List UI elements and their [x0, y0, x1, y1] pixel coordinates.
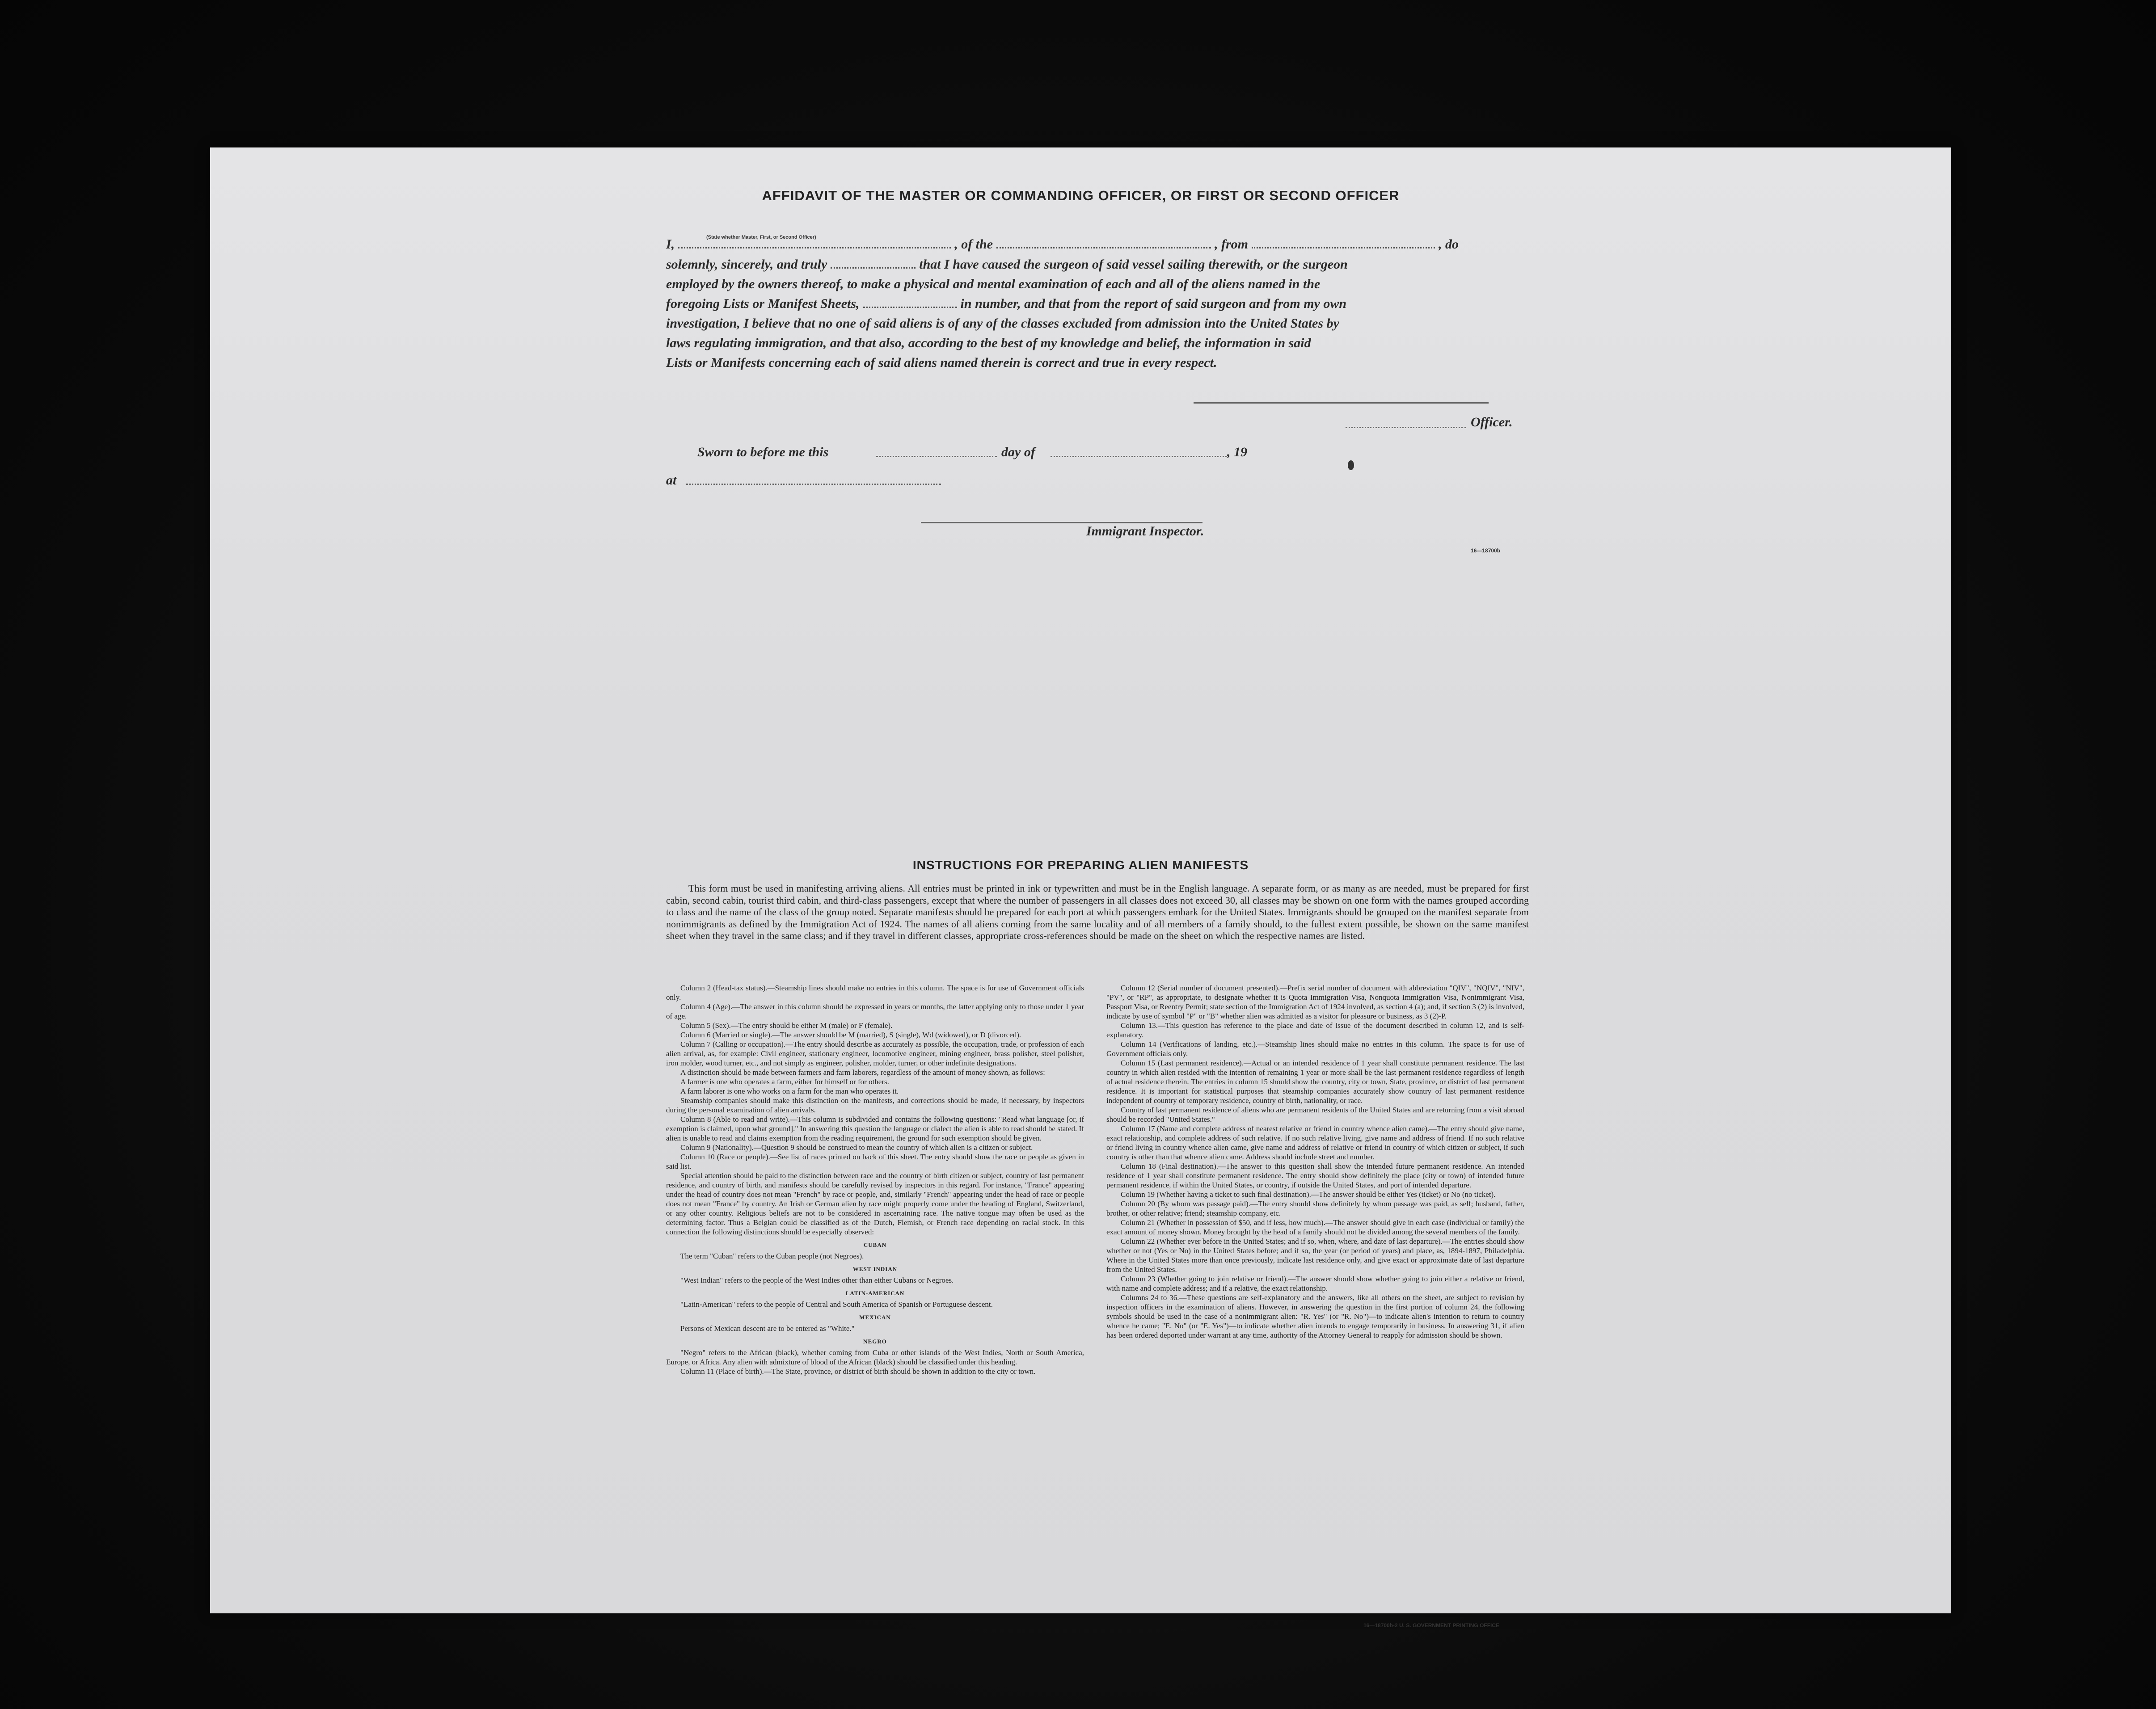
instruction-paragraph: A farm laborer is one who works on a farm for the man who operates it.	[680, 1087, 899, 1095]
instruction-paragraph: Column 5 (Sex).—The entry should be either M (male) or F (female).	[680, 1021, 893, 1030]
instruction-paragraph: Special attention should be paid to the distinction between race and the country of birth citizen or subject, country of last permanent residence, and country of birth, and manifests should be carefully revised by inspectors in this regard. For instance, "France" appearing under the head of country does not mean "French" by race or people, and, similarly "French" appearing under the head of race or people does not mean "France" by country. An Irish or German alien by race might properly come under the heading of England, Switzerland, or any other country. Religious beliefs are not to be considered in ascertaining race. The native tongue may often be used as the determining factor. Thus a Belgian could be classified as of the Dutch, Flemish, or French race depending on racial stock. In this connection the following distinctions should be especially observed:	[666, 1171, 1084, 1236]
printer-imprint: 16—18700b-2 U. S. GOVERNMENT PRINTING OFFICE	[1363, 1622, 1500, 1629]
instruction-paragraph: Column 21 (Whether in possession of $50, and if less, how much).—The answer should give in each case (individual or family) the exact amount of money shown. Money brought by the head of a family should not be divided among the several members of the family.	[1106, 1218, 1524, 1236]
affidavit-line-4: foregoing Lists or Manifest Sheets, in number, and that from the report of said surgeon and from my own	[666, 294, 1529, 314]
instructions-intro: This form must be used in manifesting arriving aliens. All entries must be printed in ink or typewritten and must be in the English language. A separate form, or as many as are needed, must be prepared for first cabin, second cabin, tourist third cabin, and third-class passengers, except that where the number of passengers in all classes does not exceed 30, all classes may be shown on one form with the names grouped according to class and the name of the class of the group noted. Separate manifests should be prepared for each port at which passengers embark for the United States. Immigrants should be grouped on the manifest separate from nonimmigrants as defined by the Immigration Act of 1924. The names of all aliens coming from the same locality and of all members of a family should, to the fullest extent possible, be shown on the same manifest sheet when they travel in the same class; and if they travel in different classes, appropriate cross-references should be made on the sheet on which the respective names are listed.	[666, 883, 1529, 941]
affidavit-line-1: I, , of the , from , do	[666, 235, 1529, 254]
race-heading-west-indian: WEST INDIAN	[852, 1266, 898, 1272]
affidavit-line-3: employed by the owners thereof, to make a physical and mental examination of each and all of the aliens named in the	[666, 277, 1321, 291]
officer-line[interactable]	[1346, 427, 1466, 428]
instruction-paragraph: Country of last permanent residence of aliens who are permanent residents of the United States and are returning from a visit abroad should be recorded "United States."	[1106, 1106, 1524, 1124]
affidavit-line-5: investigation, I believe that no one of said aliens is of any of the classes excluded from admission into the United States by	[666, 316, 1339, 331]
day-of-label: day of	[1001, 445, 1035, 459]
instruction-paragraph: Column 4 (Age).—The answer in this column should be expressed in years or months, the latter applying only to those under 1 year of age.	[666, 1002, 1084, 1020]
instruction-paragraph: Column 6 (Married or single).—The answer should be M (married), S (single), Wd (widowed), or D (divorced).	[680, 1031, 1021, 1039]
at-place-blank[interactable]	[686, 484, 941, 485]
instruction-paragraph: A farmer is one who operates a farm, either for himself or for others.	[680, 1078, 889, 1086]
instructions-right-column	[1106, 983, 1524, 1340]
instruction-paragraph: Column 11 (Place of birth).—The State, province, or district of birth should be shown in addition to the city or town.	[680, 1367, 1036, 1376]
year-label: , 19	[1227, 445, 1247, 459]
rank-note: (State whether Master, First, or Second Officer)	[706, 235, 816, 240]
race-definition-west-indian: "West Indian" refers to the people of the West Indies other than either Cubans or Negroes.	[680, 1276, 954, 1284]
form-code: 16—18700b	[1471, 547, 1501, 554]
instruction-paragraph: Column 14 (Verifications of landing, etc.).—Steamship lines should make no entries in this column. The space is for use of Government officials only.	[1106, 1040, 1524, 1058]
instruction-paragraph: Column 15 (Last permanent residence).—Actual or an intended residence of 1 year shall constitute permanent residence. The last country in which alien resided with the intention of remaining 1 year or more shall be the last permanent residence regardless of length of actual residence therein. The entries in column 15 should show the country, city or town, State, province, or district of last permanent residence. It is important for statistical purposes that steamship companies accurately show country of last permanent residence independent of country of temporary residence, country of birth, nationality, or race.	[1106, 1059, 1524, 1105]
signature-line[interactable]	[1194, 402, 1489, 404]
instructions-title: INSTRUCTIONS FOR PREPARING ALIEN MANIFESTS	[912, 858, 1249, 872]
instruction-paragraph: A distinction should be made between farmers and farm laborers, regardless of the amount of money shown, as follows:	[680, 1068, 1045, 1077]
race-heading-negro: NEGRO	[863, 1338, 887, 1345]
instruction-paragraph: Columns 24 to 36.—These questions are self-explanatory and the answers, like all others on the sheet, are subject to revision by inspection officers in the examination of aliens. However, in answering the question in the first portion of column 24, the following symbols should be used in the case of a nonimmigrant alien: "R. Yes" (or "R. No")—to indicate alien's intention to return to country whence he came; "E. No" (or "E. Yes")—to indicate whether alien intends to engage temporarily in business. In answering 31, if alien has been ordered deported under warrant at any time, authority of the Attorney General to reapply for admission should be shown.	[1106, 1293, 1524, 1339]
race-definition-mexican: Persons of Mexican descent are to be entered as "White."	[680, 1324, 855, 1333]
affidavit-line-6: laws regulating immigration, and that also, according to the best of my knowledge and belief, the information in said	[666, 336, 1311, 350]
inspector-label: Immigrant Inspector.	[1086, 524, 1204, 539]
race-heading-latin-american: LATIN-AMERICAN	[845, 1290, 905, 1296]
instruction-paragraph: Column 22 (Whether ever before in the United States; and if so, when, where, and date of last departure).—The entries should show whether or not (Yes or No) in the United States before; and if so, the year (or period of years) and place, as, 1894-1897, Philadelphia. Where in the United States more than once previously, indicate last residence only, and give exact or approximate date of last departure from the United States.	[1106, 1237, 1524, 1274]
instructions-left-column	[666, 983, 1084, 1376]
instruction-paragraph: Column 19 (Whether having a ticket to such final destination).—The answer should be either Yes (ticket) or No (no ticket).	[1121, 1190, 1496, 1199]
instruction-paragraph: Column 12 (Serial number of document presented).—Prefix serial number of document with abbreviation "QIV", "NQIV", "NIV", "PV", or "RP", as appropriate, to designate whether it is Quota Immigration Visa, Nonquota Immigration Visa, Nonimmigrant Visa, Passport Visa, or Reentry Permit; state section of the Immigration Act of 1924 involved, as section 4 (a); and, if section 3 (2) is involved, indicate by use of symbol "P" or "B" whether alien was admitted as a visitor for pleasure or business, as 3 (2)-P.	[1106, 984, 1524, 1020]
race-heading-cuban: CUBAN	[863, 1242, 887, 1248]
race-definition-negro: "Negro" refers to the African (black), whether coming from Cuba or other islands of the West Indies, North or South America, Europe, or Africa. Any alien with admixture of blood of the African (black) should be classified under this heading.	[666, 1348, 1084, 1366]
affidavit-line-2: solemnly, sincerely, and truly that I have caused the surgeon of said vessel sailing therewith, or the surgeon	[666, 255, 1529, 274]
manifest-sheet	[210, 147, 1951, 1629]
instruction-paragraph: Column 10 (Race or people).—See list of races printed on back of this sheet. The entry should show the race or people as given in said list.	[666, 1153, 1084, 1170]
instruction-paragraph: Column 7 (Calling or occupation).—The entry should describe as accurately as possible, the occupation, trade, or profession of each alien arrival, as, for example: Civil engineer, stationary engineer, locomotive engineer, mining engineer, brass polisher, steel polisher, iron molder, wood turner, etc., and not simply as engineer, polisher, molder, turner, or other indefinite designations.	[666, 1040, 1084, 1067]
instruction-paragraph: Column 18 (Final destination).—The answer to this question shall show the intended future permanent residence. An intended residence of 1 year shall constitute permanent residence. The entry should show definitely the place (city or town) of intended future permanent residence, if within the United States, or country, if outside the United States, and port of intended departure.	[1106, 1162, 1524, 1189]
race-heading-mexican: MEXICAN	[859, 1314, 891, 1321]
race-definition-cuban: The term "Cuban" refers to the Cuban people (not Negroes).	[680, 1252, 864, 1260]
instruction-paragraph: Steamship companies should make this distinction on the manifests, and corrections should be made, if necessary, by inspectors during the personal examination of alien arrivals.	[666, 1096, 1084, 1114]
blank-port[interactable]	[1252, 236, 1435, 248]
sworn-day-blank[interactable]	[876, 456, 997, 457]
instruction-paragraph: Column 9 (Nationality).—Question 9 should be construed to mean the country of which alien is a citizen or subject.	[680, 1143, 1033, 1152]
blank-vessel-name[interactable]	[996, 236, 1211, 248]
blank-swear[interactable]	[831, 256, 916, 269]
inspector-signature-line[interactable]	[921, 522, 1202, 523]
at-label: at	[666, 473, 677, 488]
instruction-paragraph: Column 17 (Name and complete address of nearest relative or friend in country whence alien came).—The entry should give name, exact relationship, and complete address of such relative. If no such relative living, give name and address of friend. If no such relative or friend living in country whence alien came, give name and address of relative or friend in country of which citizen or subject, if such country is other than that whence alien came. Address should include street and number.	[1106, 1124, 1524, 1161]
instruction-paragraph: Column 13.—This question has reference to the place and date of issue of the document described in column 12, and is self-explanatory.	[1106, 1021, 1524, 1039]
sworn-label: Sworn to before me this	[697, 445, 829, 459]
affidavit-line-7: Lists or Manifests concerning each of said aliens named therein is correct and true in every respect.	[666, 355, 1217, 370]
blank-number[interactable]	[863, 295, 957, 308]
instruction-paragraph: Column 8 (Able to read and write).—This column is subdivided and contains the following questions: "Read what language [or, if exemption is claimed, upon what ground]." In answering this question the language or dialect the alien is able to read should be stated. If alien is unable to read and claims exemption from the reading requirement, the ground for such exemption should be given.	[666, 1115, 1084, 1142]
ink-smudge	[1348, 460, 1354, 470]
instruction-paragraph: Column 20 (By whom was passage paid).—The entry should show definitely by whom passage was paid, as self; husband, father, brother, or other relative; friend; steamship company, etc.	[1106, 1200, 1524, 1217]
officer-label: Officer.	[1471, 415, 1513, 429]
instruction-paragraph: Column 2 (Head-tax status).—Steamship lines should make no entries in this column. The space is for use of Government officials only.	[666, 984, 1084, 1002]
sworn-month-blank[interactable]	[1051, 456, 1229, 457]
race-definition-latin-american: "Latin-American" refers to the people of Central and South America of Spanish or Portuguese descent.	[680, 1300, 993, 1309]
instruction-paragraph: Column 23 (Whether going to join relative or friend).—The answer should show whether going to join either a relative or friend, with name and complete address; and if a relative, the exact relationship.	[1106, 1275, 1524, 1292]
affidavit-title: AFFIDAVIT OF THE MASTER OR COMMANDING OFFICER, OR FIRST OR SECOND OFFICER	[762, 188, 1400, 203]
